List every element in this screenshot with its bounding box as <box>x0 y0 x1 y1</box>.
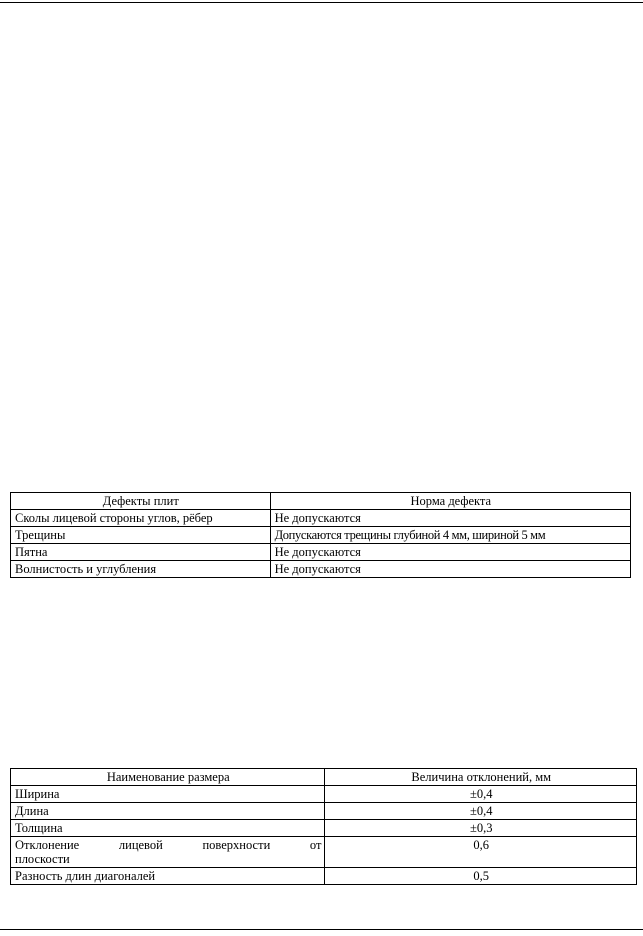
size-name-cell: Длина <box>11 803 325 820</box>
deviation-value-cell: ±0,4 <box>325 786 637 803</box>
table-row <box>11 561 631 578</box>
column-header: Наименование размера <box>11 769 325 786</box>
column-header: Величина отклонений, мм <box>325 769 637 786</box>
size-name-line: Отклонение лицевой поверхности от <box>15 838 322 852</box>
top-rule <box>0 2 643 3</box>
size-name-cell <box>11 837 325 868</box>
table-header-row <box>11 493 631 510</box>
bottom-rule <box>0 929 643 930</box>
table-row <box>11 820 637 837</box>
deviation-value-cell: ±0,3 <box>325 820 637 837</box>
deviation-value-cell: ±0,4 <box>325 803 637 820</box>
size-name-cell: Разность длин диагоналей <box>11 868 325 885</box>
table-header-row <box>11 769 637 786</box>
table-row <box>11 837 637 868</box>
table-row <box>11 527 631 544</box>
defect-norm-cell: Не допускаются <box>270 510 630 527</box>
deviation-value-cell: 0,5 <box>325 868 637 885</box>
defect-name-cell: Пятна <box>11 544 271 561</box>
table-row <box>11 868 637 885</box>
table-row <box>11 786 637 803</box>
size-name-cell: Ширина <box>11 786 325 803</box>
defect-name-cell: Волнистость и углубления <box>11 561 271 578</box>
defect-norm-cell: Не допускаются <box>270 544 630 561</box>
deviation-value-cell: 0,6 <box>325 837 637 868</box>
table-row <box>11 803 637 820</box>
defect-name-cell: Сколы лицевой стороны углов, рёбер <box>11 510 271 527</box>
column-header: Норма дефекта <box>270 493 630 510</box>
table-row <box>11 544 631 561</box>
column-header: Дефекты плит <box>11 493 271 510</box>
deviations-table <box>10 768 637 885</box>
defect-norm-cell: Допускаются трещины глубиной 4 мм, шириной 5 мм <box>270 527 630 544</box>
defect-norm-cell: Не допускаются <box>270 561 630 578</box>
defect-name-cell: Трещины <box>11 527 271 544</box>
size-name-cell: Толщина <box>11 820 325 837</box>
size-name-line: плоскости <box>15 852 70 866</box>
defects-table <box>10 492 631 578</box>
table-row <box>11 510 631 527</box>
